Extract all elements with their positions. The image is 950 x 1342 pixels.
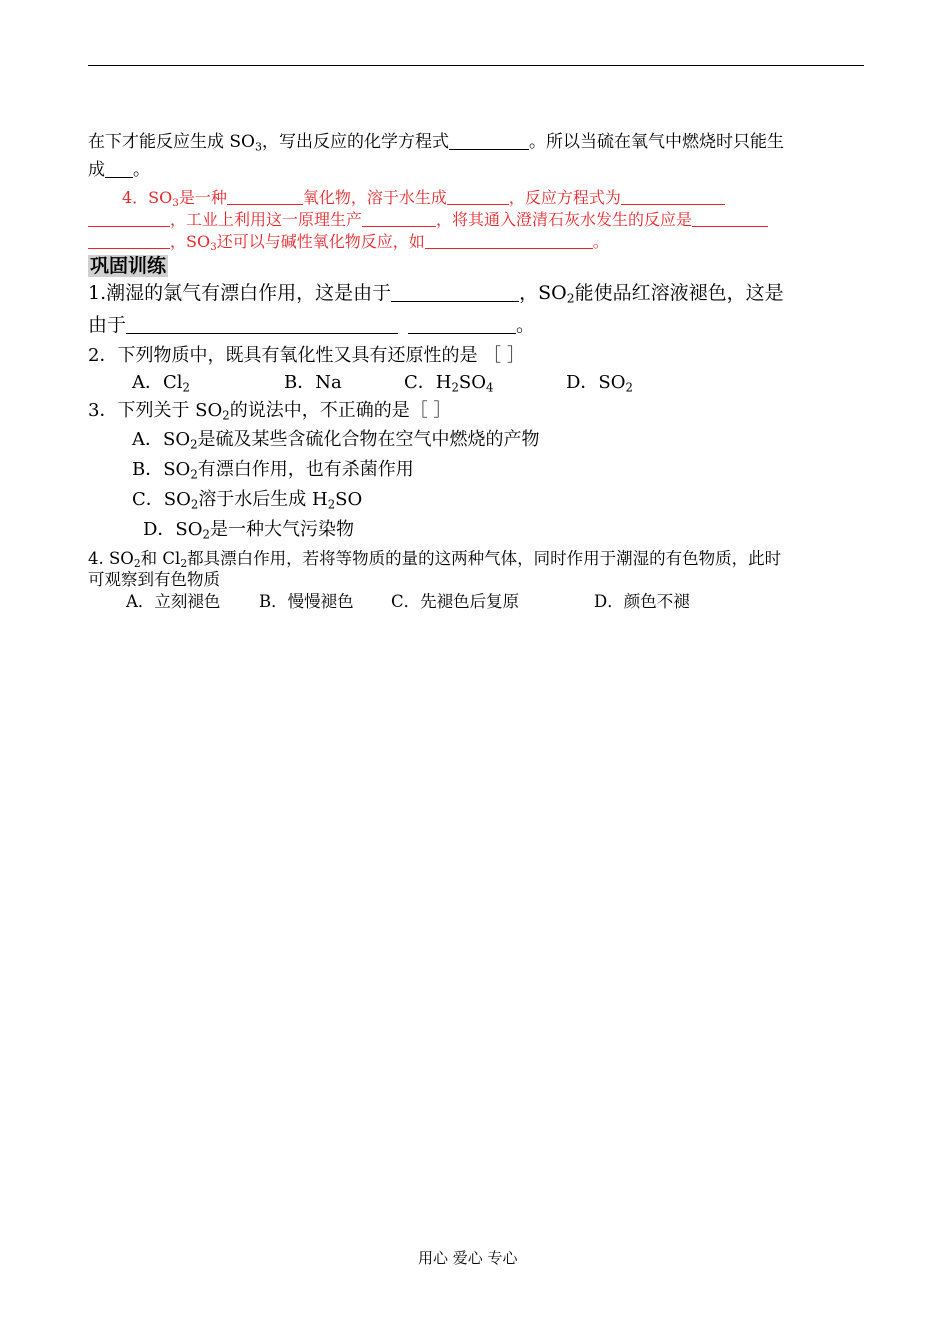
q2-stem: 2．下列物质中，既具有氧化性又具有还原性的是 ［ ］	[88, 345, 525, 366]
answer-blank	[447, 188, 509, 205]
answer-blank	[621, 188, 725, 205]
answer-blank	[227, 188, 303, 205]
q2-option-c: C．$H_2SO_4$	[404, 372, 494, 395]
answer-blank	[126, 314, 398, 334]
q4-option-b: B．慢慢褪色	[259, 592, 354, 611]
q4-option-d: D．颜色不褪	[594, 592, 690, 611]
q3-stem: 3．下列关于 $SO_2$的说法中，不正确的是［ ］	[88, 400, 452, 423]
answer-blank	[408, 314, 516, 334]
q4-option-a: A．立刻褪色	[126, 592, 221, 611]
answer-blank	[692, 210, 768, 227]
para4-line2: ，工业上利用这一原理生产 ，将其通入澄清石灰水发生的反应是	[88, 207, 768, 230]
q2-option-d: D．$SO_2$	[566, 372, 633, 395]
q3-option-a: A．$SO_2$是硫及某些含硫化合物在空气中燃烧的产物	[132, 429, 540, 452]
answer-blank	[88, 210, 170, 227]
para1-line1: 在下才能反应生成 $SO_3$，写出反应的化学方程式 。所以当硫在氧气中燃烧时只能生	[88, 132, 785, 154]
answer-blank	[105, 160, 133, 178]
answer-blank	[449, 132, 529, 150]
section-heading: 巩固训练	[90, 255, 167, 277]
q3-option-b: B．$SO_2$有漂白作用，也有杀菌作用	[132, 459, 414, 482]
q3-option-c: C．$SO_2$溶于水后生成 $H_2SO$	[132, 489, 363, 512]
para4-line3: ，$SO_3$还可以与碱性氧化物反应，如 。	[88, 229, 609, 253]
answer-blank	[88, 232, 170, 249]
answer-blank	[391, 282, 519, 302]
answer-blank	[425, 232, 593, 249]
q2-option-a: A．$Cl_2$	[132, 372, 190, 395]
q4-line1: 4. $SO_2$和 $Cl_2$都具漂白作用，若将等物质的量的这两种气体，同时作用于潮湿的有色物质，此时	[88, 549, 782, 571]
q1-line2: 由于 。	[88, 314, 536, 336]
page-footer: 用心 爱心 专心	[418, 1249, 518, 1267]
q1-line1: 1.潮湿的氯气有漂白作用，这是由于 ，$SO_2$能使品红溶液褪色，这是	[88, 282, 784, 306]
q3-option-d: D．$SO_2$是一种大气污染物	[143, 519, 354, 542]
q2-option-b: B．Na	[284, 372, 342, 393]
q4-line2: 可观察到有色物质	[88, 570, 220, 589]
q4-option-c: C．先褪色后复原	[391, 592, 520, 611]
para1-line2: 成 。	[88, 160, 150, 180]
para4-line1: 4．$SO_3$是一种 氧化物，溶于水生成 ，反应方程式为	[122, 185, 725, 209]
header-rule	[88, 65, 864, 66]
answer-blank	[362, 210, 436, 227]
